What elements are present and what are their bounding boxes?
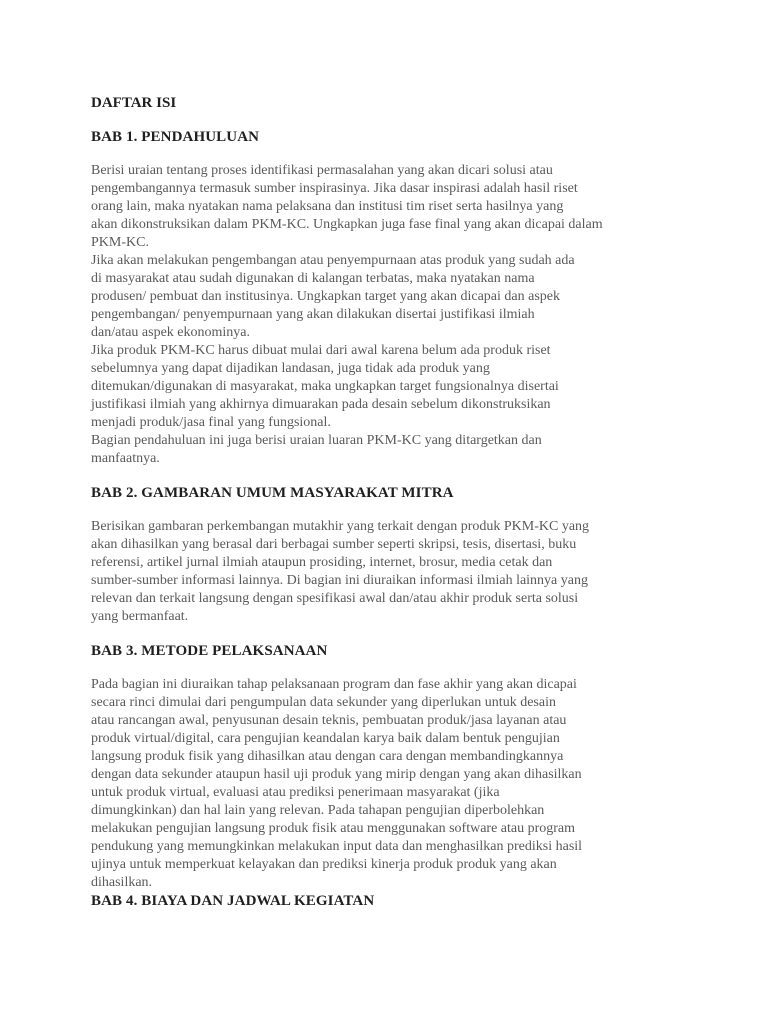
document-page: [91, 94, 651, 926]
body-text-line: pengembangan/ penyempurnaan yang akan dilakukan disertai justifikasi ilmiah: [91, 307, 535, 322]
chapter-list: [91, 128, 651, 910]
body-text-line: Berisikan gambaran perkembangan mutakhir yang terkait dengan produk PKM-KC yang: [91, 519, 590, 534]
chapter-section: [91, 642, 651, 892]
chapter-section: [91, 128, 651, 468]
body-text-line: manfaatnya.: [91, 451, 160, 466]
body-text-line: akan dihasilkan yang berasal dari berbagai sumber seperti skripsi, tesis, disertasi, buku: [91, 537, 577, 552]
body-text-line: pengembangannya termasuk sumber inspirasinya. Jika dasar inspirasi adalah hasil riset: [91, 181, 578, 196]
body-text-line: menjadi produk/jasa final yang fungsional.: [91, 415, 331, 430]
body-text-line: produk virtual/digital, cara pengujian keandalan karya baik dalam bentuk pengujian: [91, 731, 560, 746]
chapter-body: [91, 518, 651, 626]
body-text-line: PKM-KC.: [91, 235, 149, 250]
body-text-line: referensi, artikel jurnal ilmiah ataupun prosiding, internet, brosur, media cetak dan: [91, 555, 553, 570]
body-text-line: melakukan pengujian langsung produk fisik atau menggunakan software atau program: [91, 821, 576, 836]
body-text-line: Pada bagian ini diuraikan tahap pelaksanaan program dan fase akhir yang akan dicapai: [91, 677, 577, 692]
table-of-contents-title: DAFTAR ISI: [91, 95, 177, 111]
body-text-line: yang bermanfaat.: [91, 609, 189, 624]
body-text-line: untuk produk virtual, evaluasi atau prediksi penerimaan masyarakat (jika: [91, 785, 500, 800]
chapter-body: [91, 676, 651, 892]
body-text-line: pendukung yang memungkinkan melakukan input data dan menghasilkan prediksi hasil: [91, 839, 583, 854]
body-text-line: ditemukan/digunakan di masyarakat, maka ungkapkan target fungsionalnya disertai: [91, 379, 559, 394]
body-text-line: justifikasi ilmiah yang akhirnya dimuarakan pada desain sebelum dikonstruksikan: [91, 397, 551, 412]
chapter-heading: BAB 3. METODE PELAKSANAAN: [91, 643, 328, 659]
body-text-line: dengan data sekunder ataupun hasil uji produk yang mirip dengan yang akan dihasilkan: [91, 767, 582, 782]
body-text-line: langsung produk fisik yang dihasilkan atau dengan cara dengan membandingkannya: [91, 749, 564, 764]
body-text-line: produsen/ pembuat dan institusinya. Ungkapkan target yang akan dicapai dan aspek: [91, 289, 560, 304]
body-text-line: dimungkinkan) dan hal lain yang relevan. Pada tahapan pengujian diperbolehkan: [91, 803, 545, 818]
chapter-heading: BAB 1. PENDAHULUAN: [91, 129, 260, 145]
body-text-line: dan/atau aspek ekonominya.: [91, 325, 251, 340]
chapter-section: [91, 484, 651, 626]
chapter-heading: BAB 2. GAMBARAN UMUM MASYARAKAT MITRA: [91, 485, 454, 501]
chapter-section: [91, 892, 651, 910]
body-text-line: sumber-sumber informasi lainnya. Di bagian ini diuraikan informasi ilmiah lainnya yang: [91, 573, 588, 588]
body-text-line: atau rancangan awal, penyusunan desain teknis, pembuatan produk/jasa layanan atau: [91, 713, 567, 728]
body-text-line: relevan dan terkait langsung dengan spesifikasi awal dan/atau akhir produk serta solusi: [91, 591, 579, 606]
body-text-line: ujinya untuk memperkuat kelayakan dan prediksi kinerja produk produk yang akan: [91, 857, 557, 872]
body-text-line: secara rinci dimulai dari pengumpulan data sekunder yang diperlukan untuk desain: [91, 695, 556, 710]
body-text-line: Bagian pendahuluan ini juga berisi uraian luaran PKM-KC yang ditargetkan dan: [91, 433, 542, 448]
body-text-line: Jika akan melakukan pengembangan atau penyempurnaan atas produk yang sudah ada: [91, 253, 575, 268]
body-text-line: Berisi uraian tentang proses identifikasi permasalahan yang akan dicari solusi atau: [91, 163, 553, 178]
body-text-line: orang lain, maka nyatakan nama pelaksana dan institusi tim riset serta hasilnya yang: [91, 199, 564, 214]
body-text-line: di masyarakat atau sudah digunakan di kalangan terbatas, maka nyatakan nama: [91, 271, 535, 286]
body-text-line: Jika produk PKM-KC harus dibuat mulai dari awal karena belum ada produk riset: [91, 343, 551, 358]
body-text-line: akan dikonstruksikan dalam PKM-KC. Ungkapkan juga fase final yang akan dicapai dalam: [91, 217, 603, 232]
chapter-heading: BAB 4. BIAYA DAN JADWAL KEGIATAN: [91, 893, 375, 909]
body-text-line: sebelumnya yang dapat dijadikan landasan, juga tidak ada produk yang: [91, 361, 490, 376]
body-text-line: dihasilkan.: [91, 875, 153, 890]
chapter-body: [91, 162, 651, 468]
